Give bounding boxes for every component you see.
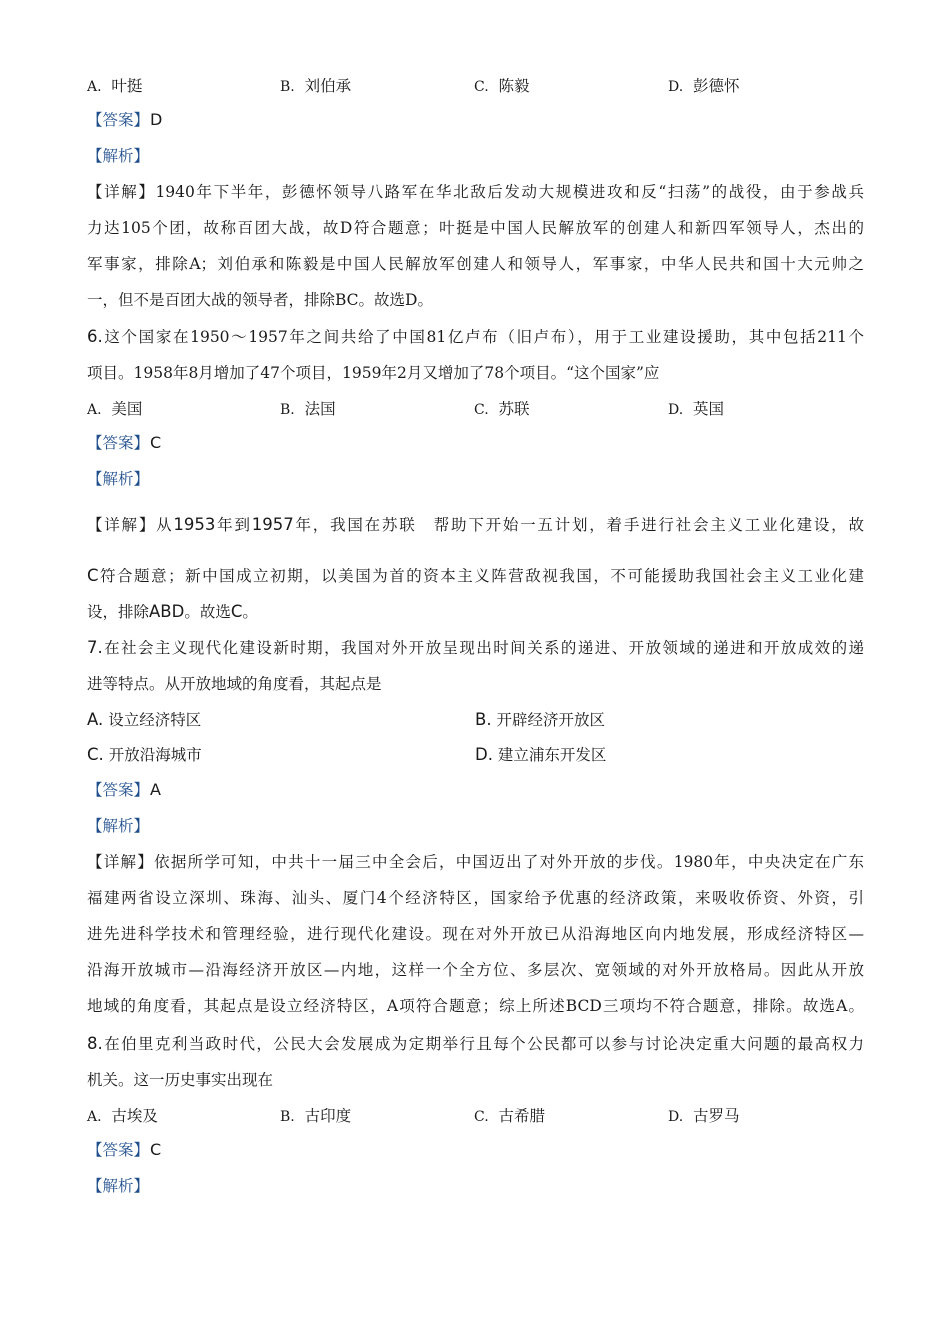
answer-value: D xyxy=(150,110,163,129)
q5-detail-line-2: 力达105个团，故称百团大战，故D符合题意；叶挺是中国人民解放军的创建人和新四军领导人，杰出的 xyxy=(87,219,864,237)
q8-stem-line-1: 8.在伯里克利当政时代，公民大会发展成为定期举行且每个公民都可以参与讨论决定重大问题的最高权力 xyxy=(87,1034,864,1053)
answer-tag: 【答案】 xyxy=(87,434,150,452)
q8-option-c[interactable]: C. 古希腊 xyxy=(474,1107,546,1125)
q6-option-c[interactable]: C. 苏联 xyxy=(474,400,530,418)
q5-option-c[interactable]: C. 陈毅 xyxy=(474,77,530,95)
q5-option-a[interactable]: A. 叶挺 xyxy=(87,77,143,95)
q5-analysis-tag: 【解析】 xyxy=(87,147,150,165)
q6-options xyxy=(87,397,867,421)
q6-option-d[interactable]: D. 英国 xyxy=(668,400,725,418)
q6-stem-line-1: 6.这个国家在1950～1957年之间共给了中国81亿卢布（旧卢布），用于工业建设援助，其中包括211个 xyxy=(87,327,864,346)
answer-value: C xyxy=(150,433,162,452)
q5-detail-line-4: 一，但不是百团大战的领导者，排除BC。故选D。 xyxy=(87,291,433,309)
q7-analysis-tag: 【解析】 xyxy=(87,817,150,835)
q8-option-d[interactable]: D. 古罗马 xyxy=(668,1107,740,1125)
q8-analysis-tag: 【解析】 xyxy=(87,1177,150,1195)
q6-option-b[interactable]: B. 法国 xyxy=(280,400,336,418)
q7-option-a[interactable]: A. 设立经济特区 xyxy=(87,710,202,729)
q7-detail-line-5: 地域的角度看，其起点是设立经济特区，A项符合题意；综上所述BCD三项均不符合题意，排除。故选A。 xyxy=(87,997,864,1015)
q8-answer xyxy=(87,1138,864,1162)
q5-options xyxy=(87,74,867,98)
q7-options-row-1 xyxy=(87,708,867,732)
q6-detail-line-3: 设，排除ABD。故选C。 xyxy=(87,602,258,621)
q6-stem-line-2: 项目。1958年8月增加了47个项目，1959年2月又增加了78个项目。“这个国家”应 xyxy=(87,364,660,382)
q7-detail-line-3: 进先进科学技术和管理经验，进行现代化建设。现在对外开放已从沿海地区向内地发展，形成经济特区— xyxy=(87,925,864,943)
answer-tag: 【答案】 xyxy=(87,1141,150,1159)
q5-detail-line-1: 【详解】1940年下半年，彭德怀领导八路军在华北敌后发动大规模进攻和反“扫荡”的战役，由于参战兵 xyxy=(87,183,864,201)
q7-detail-line-1: 【详解】依据所学可知，中共十一届三中全会后，中国迈出了对外开放的步伐。1980年，中央决定在广东 xyxy=(87,853,864,871)
q7-stem-line-1: 7.在社会主义现代化建设新时期，我国对外开放呈现出时间关系的递进、开放领域的递进和开放成效的递 xyxy=(87,638,864,657)
q7-detail-line-4: 沿海开放城市—沿海经济开放区—内地，这样一个全方位、多层次、宽领域的对外开放格局。因此从开放 xyxy=(87,961,864,979)
q6-analysis-tag: 【解析】 xyxy=(87,470,150,488)
q7-option-c[interactable]: C. 开放沿海城市 xyxy=(87,745,202,764)
q5-answer xyxy=(87,108,864,132)
q6-answer xyxy=(87,431,864,455)
answer-value: A xyxy=(150,780,161,799)
q7-option-b[interactable]: B. 开辟经济开放区 xyxy=(475,710,606,729)
q8-stem-line-2: 机关。这一历史事实出现在 xyxy=(87,1071,274,1089)
q7-option-d[interactable]: D. 建立浦东开发区 xyxy=(475,745,607,764)
answer-value: C xyxy=(150,1140,162,1159)
q7-answer xyxy=(87,778,864,802)
answer-tag: 【答案】 xyxy=(87,111,150,129)
answer-tag: 【答案】 xyxy=(87,781,150,799)
q6-detail-line-2: C符合题意；新中国成立初期，以美国为首的资本主义阵营敌视我国，不可能援助我国社会主义工业化建 xyxy=(87,566,864,585)
q6-option-a[interactable]: A. 美国 xyxy=(87,400,143,418)
q8-options xyxy=(87,1104,867,1128)
q5-option-d[interactable]: D. 彭德怀 xyxy=(668,77,740,95)
q6-detail-line-1: 【详解】从1953年到1957年，我国在苏联 帮助下开始一五计划，着手进行社会主义工业化建设，故 xyxy=(87,515,864,534)
q7-stem-line-2: 进等特点。从开放地域的角度看，其起点是 xyxy=(87,675,382,693)
q8-option-a[interactable]: A. 古埃及 xyxy=(87,1107,158,1125)
q8-option-b[interactable]: B. 古印度 xyxy=(280,1107,352,1125)
q7-detail-line-2: 福建两省设立深圳、珠海、汕头、厦门4个经济特区，国家给予优惠的经济政策，来吸收侨资、外资，引 xyxy=(87,889,864,907)
q7-options-row-2 xyxy=(87,743,867,767)
q5-option-b[interactable]: B. 刘伯承 xyxy=(280,77,352,95)
q5-detail-line-3: 军事家，排除A；刘伯承和陈毅是中国人民解放军创建人和领导人，军事家，中华人民共和国十大元帅之 xyxy=(87,255,864,273)
